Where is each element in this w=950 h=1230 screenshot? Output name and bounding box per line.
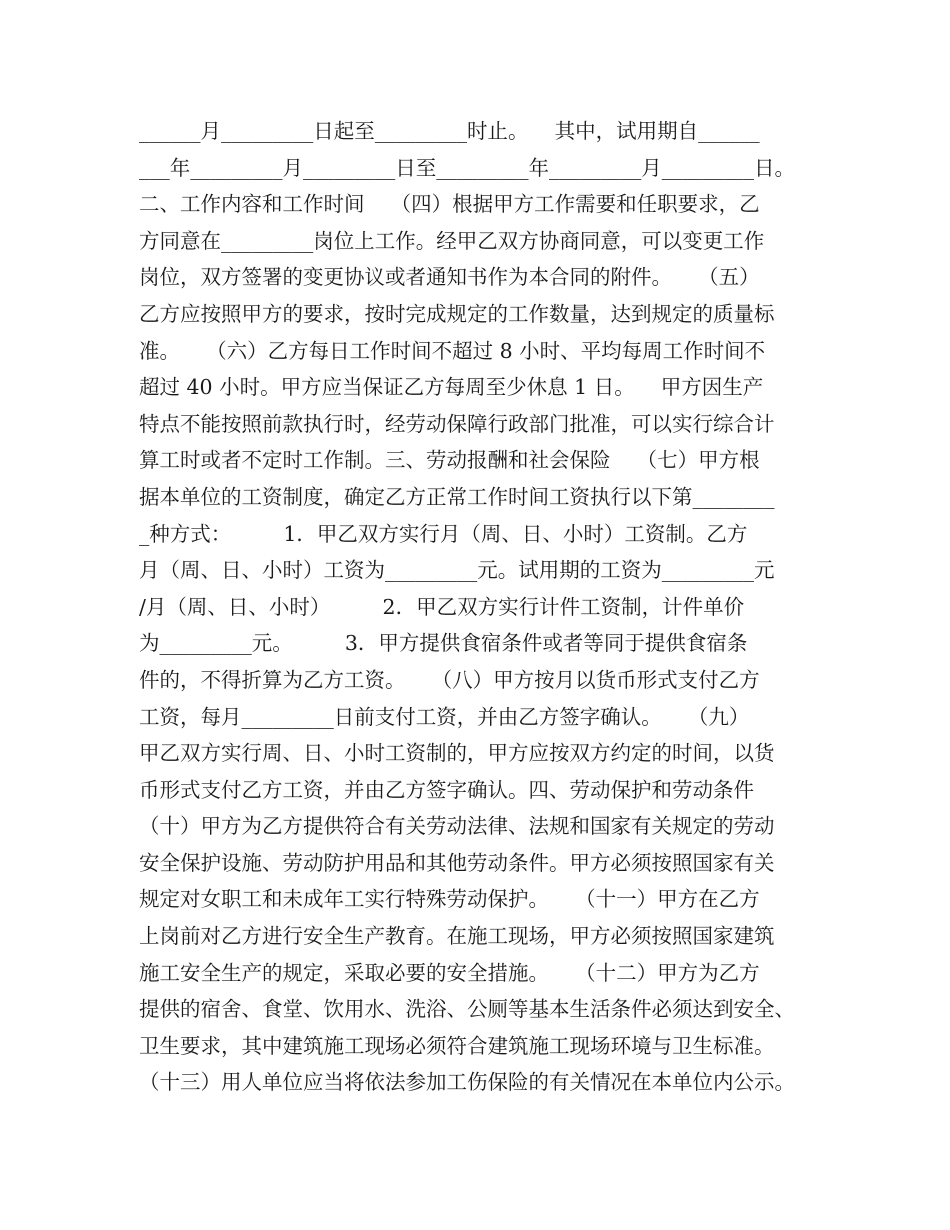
contract-body-text: [139, 113, 819, 1101]
text-line: 安全保护设施、劳动防护用品和其他劳动条件。甲方必须按照国家有关: [139, 850, 775, 875]
text-line: 为_________元。 3．甲方提供食宿条件或者等同于提供食宿条: [139, 631, 748, 656]
text-line: 岗位，双方签署的变更协议或者通知书作为本合同的附件。 （五）: [139, 265, 760, 290]
text-line: 月（周、日、小时）工资为_________元。试用期的工资为_________元: [139, 558, 775, 583]
text-line: 乙方应按照甲方的要求，按时完成规定的工作数量，达到规定的质量标: [139, 301, 775, 326]
text-line: （十三）用人单位应当将依法参加工伤保险的有关情况在本单位内公示。: [139, 1070, 795, 1095]
text-line: 卫生要求，其中建筑施工现场必须符合建筑施工现场环境与卫生标准。: [139, 1033, 775, 1058]
text-line: 甲乙双方实行周、日、小时工资制的，甲方应按双方约定的时间，以货: [139, 741, 775, 766]
text-line: 据本单位的工资制度，确定乙方正常工作时间工资执行以下第________: [139, 484, 775, 509]
text-line: 提供的宿舍、食堂、饮用水、洗浴、公厕等基本生活条件必须达到安全、: [139, 997, 795, 1022]
text-line: 特点不能按照前款执行时，经劳动保障行政部门批准，可以实行综合计: [139, 411, 775, 436]
text-line: （十）甲方为乙方提供符合有关劳动法律、法规和国家有关规定的劳动: [139, 814, 775, 839]
text-line: 超过 40 小时。甲方应当保证乙方每周至少休息 1 日。 甲方因生产: [139, 375, 764, 400]
text-line: 币形式支付乙方工资，并由乙方签字确认。四、劳动保护和劳动条件: [139, 777, 754, 802]
text-line: 二、工作内容和工作时间 （四）根据甲方工作需要和任职要求，乙: [139, 192, 760, 217]
text-line: _种方式： 1．甲乙双方实行月（周、日、小时）工资制。乙方: [139, 521, 748, 546]
text-line: 准。 （六）乙方每日工作时间不超过 8 小时、平均每周工作时间不: [139, 338, 766, 363]
text-line: 上岗前对乙方进行安全生产教育。在施工现场，甲方必须按照国家建筑: [139, 924, 775, 949]
text-line: 规定对女职工和未成年工实行特殊劳动保护。 （十一）甲方在乙方: [139, 887, 760, 912]
text-line: 施工安全生产的规定，采取必要的安全措施。 （十二）甲方为乙方: [139, 960, 760, 985]
text-line: 工资，每月_________日前支付工资，并由乙方签字确认。 （九）: [139, 704, 750, 729]
text-line: 算工时或者不定时工作制。三、劳动报酬和社会保险 （七）甲方根: [139, 448, 760, 473]
text-line: ______月_________日起至_________时止。 其中，试用期自______: [139, 119, 760, 143]
text-line: /月（周、日、小时） 2．甲乙双方实行计件工资制，计件单价: [139, 594, 745, 619]
text-line: 件的，不得折算为乙方工资。 （八）甲方按月以货币形式支付乙方: [139, 667, 760, 692]
text-line: 方同意在_________岗位上工作。经甲乙双方协商同意，可以变更工作: [139, 228, 765, 253]
text-line: ___年_________月_________日至_________年_________月_________日。: [139, 155, 795, 180]
